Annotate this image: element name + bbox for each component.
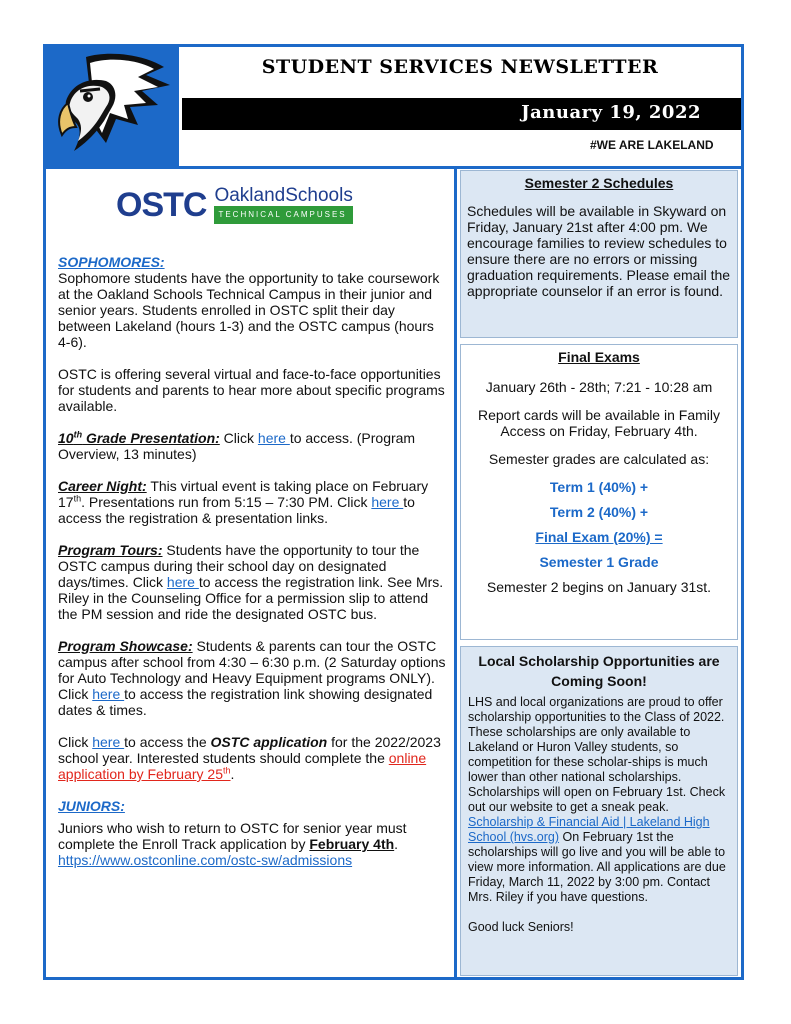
- career-paragraph: Career Night: This virtual event is taking place on February 17th. Presentations run from 5:15 – 7:30 PM. Click here to access the registration & presentation links.: [58, 478, 429, 526]
- application-paragraph: Click here to access the OSTC application for the 2022/2023 school year. Interested students should complete the online application by February 25th.: [58, 734, 441, 782]
- scholarship-box: [460, 646, 738, 976]
- ostc-logo: [116, 186, 450, 224]
- eagle-logo: [46, 47, 176, 166]
- ostc-tagline: TECHNICAL CAMPUSES: [214, 206, 352, 224]
- semester2-begins: Semester 2 begins on January 31st.: [486, 579, 712, 595]
- finals-report: Report cards will be available in Family Access on Friday, February 4th.: [478, 407, 720, 439]
- career-link[interactable]: here: [371, 494, 404, 510]
- ostc-acronym: OSTC: [116, 186, 207, 224]
- scholarship-title: Local Scholarship Opportunities are Coming Soon!: [478, 653, 720, 689]
- grade10-link[interactable]: here: [257, 430, 290, 446]
- showcase-link[interactable]: here: [92, 686, 125, 702]
- scholarship-closing: Good luck Seniors!: [468, 920, 574, 934]
- final-exam-weight: Final Exam (20%) =: [535, 529, 663, 545]
- finals-dates: January 26th - 28th; 7:21 - 10:28 am: [485, 379, 713, 395]
- term1: Term 1 (40%) +: [549, 479, 649, 495]
- online-application-link[interactable]: online application by February 25th: [58, 750, 427, 782]
- finals-calc: Semester grades are calculated as:: [488, 451, 710, 467]
- grade10-paragraph: 10th Grade Presentation: Click here to access. (Program Overview, 13 minutes): [58, 429, 416, 462]
- virtual-text: OSTC is offering several virtual and face-to-face opportunities for students and parents to hear more about specific programs available.: [58, 366, 445, 414]
- admissions-url-link[interactable]: https://www.ostconline.com/ostc-sw/admissions: [58, 852, 353, 868]
- juniors-paragraph: Juniors who wish to return to OSTC for senior year must complete the Enroll Track application by February 4th.: [58, 820, 407, 852]
- finals-title: Final Exams: [558, 349, 640, 365]
- tours-link[interactable]: here: [166, 574, 199, 590]
- eagle-icon: [46, 47, 176, 166]
- scholarship-text: LHS and local organizations are proud to offer scholarship opportunities to the Class of 2022. These scholarships are only available to Lakeland or Huron Valley students, so competition for these scholar-ships is much lower than other national scholarships. Scholarships will open on February 1st. Check out our website to get a sneak peak. Scholarship & Financial Aid | Lakeland High School (hvs.org) On February 1st the scholarships will go live and you will be able to view more information. All applications are due Friday, March 11, 2022 by 3:00 pm. Contact Mrs. Riley if you have questions.: [468, 695, 726, 904]
- newsletter-title: STUDENT SERVICES NEWSLETTER: [261, 56, 659, 78]
- semester2-text: Schedules will be available in Skyward on Friday, January 21st after 4:00 pm. We encourage families to review schedules to ensure there are no errors or missing graduation requirements. Please email the appropriate counselor if an error is found.: [467, 203, 731, 299]
- tours-paragraph: Program Tours: Students have the opportunity to tour the OSTC campus during their school day on designated days/times. Click here to access the registration link. See Mrs. Riley in the Counseling Office for a permission slip to attend the PM session and ride the designated OSTC bus.: [58, 542, 444, 622]
- semester1-grade: Semester 1 Grade: [539, 554, 659, 570]
- application-link[interactable]: here: [92, 734, 125, 750]
- header-divider: [176, 47, 179, 166]
- header-rule: [46, 166, 741, 169]
- sophomores-text: Sophomore students have the opportunity to take coursework at the Oakland Schools Technical Campus in their junior and senior years. Students enrolled in OSTC split their day between Lakeland (hours 1-3) and the OSTC campus (hours 4-6).: [58, 270, 440, 350]
- term2: Term 2 (40%) +: [549, 504, 649, 520]
- semester2-title: Semester 2 Schedules: [524, 175, 674, 191]
- showcase-paragraph: Program Showcase: Students & parents can tour the OSTC campus after school from 4:30 – 6:30 p.m. (2 Saturday options for Auto Technology and Heavy Equipment programs ONLY). Click here to access the registration link showing designated dates & times.: [58, 638, 446, 718]
- sophomores-heading: SOPHOMORES:: [58, 254, 165, 270]
- newsletter-date: January 19, 2022: [521, 102, 701, 123]
- hashtag: #WE ARE LAKELAND: [590, 138, 714, 152]
- juniors-heading: JUNIORS:: [58, 798, 125, 814]
- ostc-name: OaklandSchools: [214, 185, 353, 206]
- semester2-box: [460, 170, 738, 338]
- left-column: [58, 172, 450, 868]
- final-exams-box: [460, 344, 738, 640]
- scholarship-link[interactable]: Scholarship & Financial Aid | Lakeland High School (hvs.org): [468, 815, 710, 844]
- column-divider: [454, 169, 457, 977]
- date-bar: [182, 98, 741, 130]
